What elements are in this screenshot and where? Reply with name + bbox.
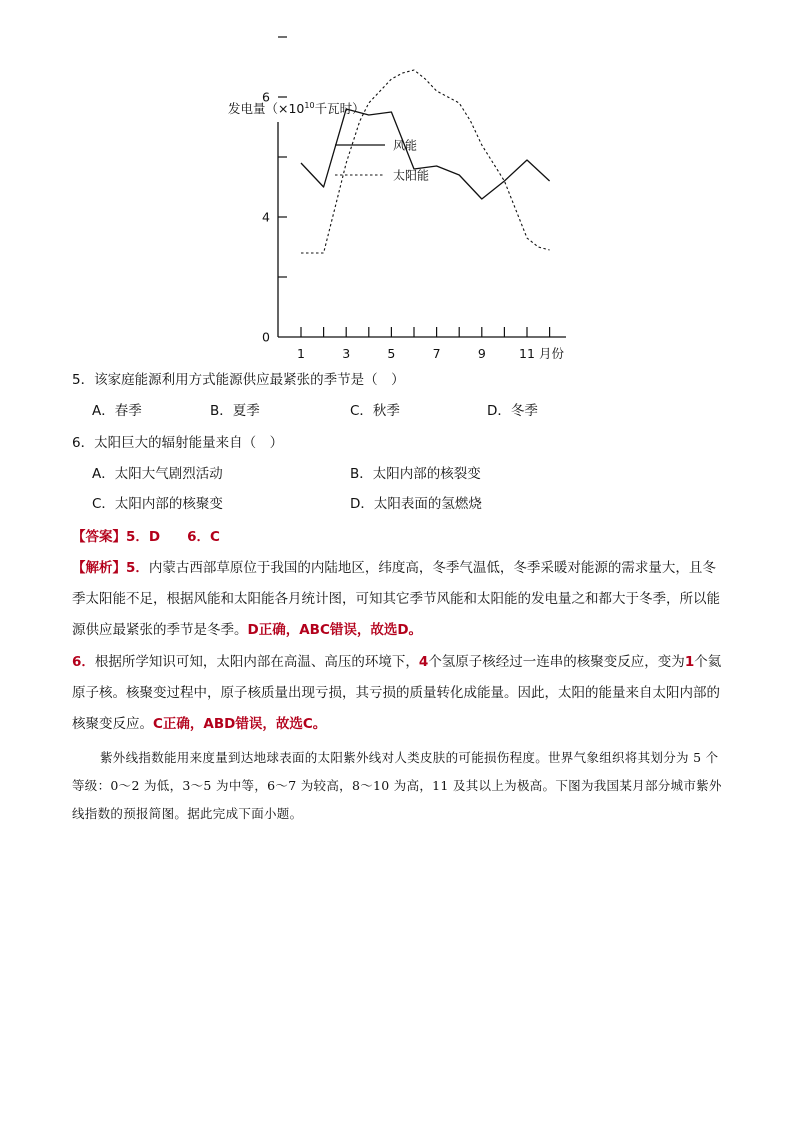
- x-axis-label: 月份: [539, 346, 565, 361]
- y-tick-label: 4: [262, 209, 270, 225]
- analysis-label: 【解析】: [72, 560, 126, 576]
- q6-option-a: A．太阳大气剧烈活动: [92, 466, 223, 482]
- y-axis-label: 发电量（$\times 10^{10}$千瓦时）: [228, 101, 365, 116]
- y-tick-label: 0: [262, 329, 270, 345]
- x-tick-label: 9: [477, 346, 486, 361]
- y-tick-label: 6: [262, 89, 270, 105]
- answer-label: 【答案】: [72, 529, 126, 545]
- answer-text: 5．D 6．C: [126, 529, 220, 545]
- x-tick-label: 3: [342, 346, 351, 361]
- chart-axes: [278, 122, 566, 337]
- y-ticks: [262, 0, 287, 345]
- q5-option-b: B．夏季: [210, 403, 260, 419]
- solar-series-line: [301, 70, 550, 253]
- q5-option-c: C．秋季: [350, 403, 400, 419]
- q5-option-d: D．冬季: [487, 403, 538, 419]
- x-tick-label: 7: [432, 346, 441, 361]
- question-6-stem: 6．太阳巨大的辐射能量来自（ ）: [72, 435, 284, 451]
- x-tick-label: 5: [387, 346, 396, 361]
- uv-intro-paragraph: 紫外线指数能用来度量到达地球表面的太阳紫外线对人类皮肤的可能损伤程度。世界气象组织将其划分为 5 个等级：0～2 为低，3～5 为中等，6～7 为较高，8～10 为高，11 及其以上为极高。下图为我国某月部分城市紫外线指数的预报简图。据此完成下面小题。: [72, 750, 722, 821]
- analysis-q6: 6．根据所学知识可知，太阳内部在高温、高压的环境下，4个氢原子核经过一连串的核聚变反应，变为1个氦原子核。核聚变过程中，原子核质量出现亏损，其亏损的质量转化成能量。因此，太阳的能量来自太阳内部的核聚变反应。C正确，ABD错误，故选C。: [72, 654, 722, 732]
- q5-option-a: A．春季: [92, 403, 142, 419]
- x-ticks: [297, 327, 550, 361]
- chart-legend: [335, 138, 429, 183]
- legend-wind-label: 风能: [393, 138, 418, 153]
- q6-option-d: D．太阳表面的氢燃烧: [350, 496, 482, 512]
- energy-line-chart: [0, 0, 794, 370]
- q6-option-c: C．太阳内部的核聚变: [92, 496, 223, 512]
- x-tick-label: 11: [519, 346, 535, 361]
- answer-line: [72, 527, 220, 547]
- question-5-stem: 5．该家庭能源利用方式能源供应最紧张的季节是（ ）: [72, 372, 405, 388]
- analysis-q5: 【解析】5．内蒙古西部草原位于我国的内陆地区，纬度高，冬季气温低，冬季采暖对能源的需求量大，且冬季太阳能不足，根据风能和太阳能各月统计图，可知其它季节风能和太阳能的发电量之和都大于冬季，所以能源供应最紧张的季节是冬季。D正确，ABC错误，故选D。: [72, 560, 720, 638]
- chart-series: [301, 70, 550, 253]
- q6-option-b: B．太阳内部的核裂变: [350, 466, 481, 482]
- wind-series-line: [301, 109, 550, 199]
- legend-solar-label: 太阳能: [393, 168, 430, 183]
- x-tick-label: 1: [297, 346, 305, 361]
